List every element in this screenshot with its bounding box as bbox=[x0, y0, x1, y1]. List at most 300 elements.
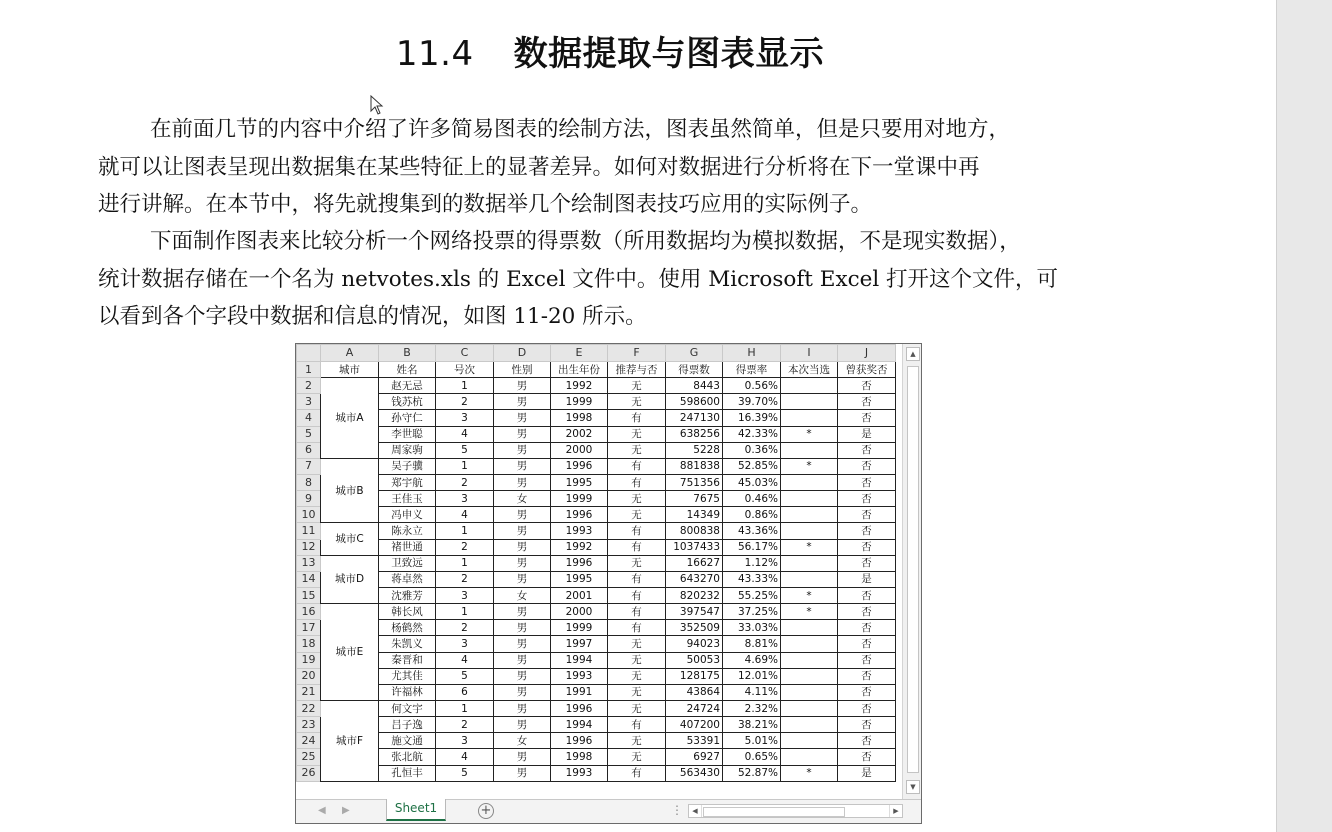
data-cell[interactable] bbox=[781, 652, 838, 668]
data-cell[interactable]: 男 bbox=[494, 507, 551, 523]
data-cell[interactable]: 2 bbox=[436, 620, 494, 636]
data-cell[interactable]: 43864 bbox=[666, 684, 723, 700]
data-cell[interactable]: 39.70% bbox=[723, 394, 781, 410]
data-cell[interactable]: 1995 bbox=[551, 474, 608, 490]
row-header[interactable]: 26 bbox=[297, 765, 321, 781]
table-row bbox=[297, 394, 896, 410]
data-cell[interactable]: 53391 bbox=[666, 733, 723, 749]
data-cell[interactable]: 1998 bbox=[551, 410, 608, 426]
data-cell[interactable]: 否 bbox=[838, 700, 896, 716]
row-header[interactable]: 18 bbox=[297, 636, 321, 652]
data-cell[interactable]: 施文通 bbox=[379, 733, 436, 749]
data-cell[interactable]: 有 bbox=[608, 458, 666, 474]
split-handle-icon[interactable]: ⋮ bbox=[671, 803, 683, 817]
data-cell[interactable]: 否 bbox=[838, 458, 896, 474]
data-cell[interactable]: 16.39% bbox=[723, 410, 781, 426]
data-cell[interactable]: * bbox=[781, 604, 838, 620]
city-cell[interactable]: 城市E bbox=[321, 604, 379, 701]
data-cell[interactable]: 否 bbox=[838, 523, 896, 539]
data-cell[interactable]: 男 bbox=[494, 717, 551, 733]
data-cell[interactable]: 尤其佳 bbox=[379, 668, 436, 684]
data-cell[interactable]: 男 bbox=[494, 394, 551, 410]
data-cell[interactable]: 407200 bbox=[666, 717, 723, 733]
data-cell[interactable]: * bbox=[781, 458, 838, 474]
data-cell[interactable]: 孔恒丰 bbox=[379, 765, 436, 781]
data-cell[interactable]: 无 bbox=[608, 378, 666, 394]
data-cell[interactable]: 韩长风 bbox=[379, 604, 436, 620]
data-cell[interactable]: 52.85% bbox=[723, 458, 781, 474]
data-cell[interactable]: 397547 bbox=[666, 604, 723, 620]
data-cell[interactable]: 1996 bbox=[551, 700, 608, 716]
table-row bbox=[297, 733, 896, 749]
data-cell[interactable]: 6 bbox=[436, 684, 494, 700]
data-cell[interactable]: 2001 bbox=[551, 587, 608, 603]
column-header[interactable]: I bbox=[781, 345, 838, 362]
data-cell[interactable]: 1995 bbox=[551, 571, 608, 587]
horizontal-scrollbar[interactable] bbox=[688, 804, 903, 818]
data-cell[interactable]: 8.81% bbox=[723, 636, 781, 652]
section-title: 数据提取与图表显示 bbox=[513, 34, 825, 74]
data-cell[interactable]: 有 bbox=[608, 587, 666, 603]
data-cell[interactable]: 有 bbox=[608, 604, 666, 620]
data-cell[interactable]: 1999 bbox=[551, 491, 608, 507]
data-cell[interactable] bbox=[781, 620, 838, 636]
row-header[interactable]: 24 bbox=[297, 733, 321, 749]
data-cell[interactable]: 45.03% bbox=[723, 474, 781, 490]
field-header-cell[interactable]: 推荐与否 bbox=[608, 362, 666, 378]
data-cell[interactable]: 33.03% bbox=[723, 620, 781, 636]
data-cell[interactable]: 男 bbox=[494, 426, 551, 442]
data-cell[interactable]: 352509 bbox=[666, 620, 723, 636]
row-header[interactable]: 15 bbox=[297, 587, 321, 603]
data-cell[interactable]: 无 bbox=[608, 555, 666, 571]
scroll-left-icon[interactable]: ◀ bbox=[689, 805, 702, 817]
data-cell[interactable]: * bbox=[781, 426, 838, 442]
data-cell[interactable]: 1993 bbox=[551, 668, 608, 684]
data-cell[interactable]: 有 bbox=[608, 410, 666, 426]
row-header[interactable]: 1 bbox=[297, 362, 321, 378]
data-cell[interactable] bbox=[781, 410, 838, 426]
row-header[interactable]: 10 bbox=[297, 507, 321, 523]
data-cell[interactable]: 2002 bbox=[551, 426, 608, 442]
data-cell[interactable]: 2 bbox=[436, 539, 494, 555]
field-header-cell[interactable]: 得票数 bbox=[666, 362, 723, 378]
row-header[interactable]: 11 bbox=[297, 523, 321, 539]
data-cell[interactable]: 43.33% bbox=[723, 571, 781, 587]
data-cell[interactable]: 是 bbox=[838, 571, 896, 587]
data-cell[interactable]: 男 bbox=[494, 474, 551, 490]
data-cell[interactable]: 否 bbox=[838, 652, 896, 668]
data-cell[interactable]: 男 bbox=[494, 539, 551, 555]
data-cell[interactable]: 褚世通 bbox=[379, 539, 436, 555]
tab-sheet1[interactable]: Sheet1 bbox=[386, 799, 446, 821]
data-cell[interactable]: 4 bbox=[436, 749, 494, 765]
tab-next-icon[interactable]: ▶ bbox=[342, 805, 350, 816]
data-cell[interactable]: 男 bbox=[494, 442, 551, 458]
row-header[interactable]: 17 bbox=[297, 620, 321, 636]
data-cell[interactable]: 男 bbox=[494, 620, 551, 636]
data-cell[interactable]: 冯申义 bbox=[379, 507, 436, 523]
table-row bbox=[297, 765, 896, 781]
data-cell[interactable]: 蒋卓然 bbox=[379, 571, 436, 587]
data-cell[interactable]: 王佳玉 bbox=[379, 491, 436, 507]
row-header[interactable]: 16 bbox=[297, 604, 321, 620]
data-cell[interactable]: 2 bbox=[436, 717, 494, 733]
data-cell[interactable]: 5 bbox=[436, 442, 494, 458]
data-cell[interactable]: 1999 bbox=[551, 620, 608, 636]
data-cell[interactable]: 1 bbox=[436, 555, 494, 571]
row-header[interactable]: 25 bbox=[297, 749, 321, 765]
city-cell[interactable]: 城市B bbox=[321, 458, 379, 523]
data-cell[interactable]: 吴子骥 bbox=[379, 458, 436, 474]
data-cell[interactable]: 94023 bbox=[666, 636, 723, 652]
field-header-cell[interactable]: 曾获奖否 bbox=[838, 362, 896, 378]
data-cell[interactable]: 郑宇航 bbox=[379, 474, 436, 490]
column-header[interactable]: F bbox=[608, 345, 666, 362]
field-header-cell[interactable]: 得票率 bbox=[723, 362, 781, 378]
data-cell[interactable]: 男 bbox=[494, 555, 551, 571]
data-cell[interactable]: * bbox=[781, 765, 838, 781]
column-header[interactable]: G bbox=[666, 345, 723, 362]
add-sheet-button[interactable]: + bbox=[478, 803, 494, 819]
row-header[interactable]: 19 bbox=[297, 652, 321, 668]
data-cell[interactable]: 否 bbox=[838, 587, 896, 603]
data-cell[interactable]: 周家驹 bbox=[379, 442, 436, 458]
data-cell[interactable]: 2000 bbox=[551, 442, 608, 458]
data-cell[interactable]: 否 bbox=[838, 684, 896, 700]
row-header[interactable]: 13 bbox=[297, 555, 321, 571]
data-cell[interactable]: 37.25% bbox=[723, 604, 781, 620]
data-cell[interactable]: 0.65% bbox=[723, 749, 781, 765]
field-header-cell[interactable]: 出生年份 bbox=[551, 362, 608, 378]
data-cell[interactable]: 男 bbox=[494, 765, 551, 781]
data-cell[interactable] bbox=[781, 571, 838, 587]
data-cell[interactable]: 无 bbox=[608, 491, 666, 507]
data-cell[interactable]: 孙守仁 bbox=[379, 410, 436, 426]
data-cell[interactable]: 男 bbox=[494, 668, 551, 684]
column-header[interactable]: A bbox=[321, 345, 379, 362]
data-cell[interactable] bbox=[781, 394, 838, 410]
tab-prev-icon[interactable]: ◀ bbox=[318, 805, 326, 816]
data-cell[interactable]: 男 bbox=[494, 684, 551, 700]
row-header[interactable]: 20 bbox=[297, 668, 321, 684]
data-cell[interactable]: 1998 bbox=[551, 749, 608, 765]
data-cell[interactable]: 2000 bbox=[551, 604, 608, 620]
data-cell[interactable]: 男 bbox=[494, 523, 551, 539]
data-cell[interactable]: 否 bbox=[838, 442, 896, 458]
data-cell[interactable]: 卫致远 bbox=[379, 555, 436, 571]
data-cell[interactable]: 1997 bbox=[551, 636, 608, 652]
data-cell[interactable]: 1991 bbox=[551, 684, 608, 700]
data-cell[interactable]: * bbox=[781, 539, 838, 555]
row-header[interactable]: 21 bbox=[297, 684, 321, 700]
row-header[interactable]: 5 bbox=[297, 426, 321, 442]
data-cell[interactable]: 否 bbox=[838, 378, 896, 394]
data-cell[interactable]: 否 bbox=[838, 749, 896, 765]
data-cell[interactable] bbox=[781, 555, 838, 571]
city-cell[interactable]: 城市A bbox=[321, 378, 379, 459]
data-cell[interactable] bbox=[781, 684, 838, 700]
data-cell[interactable]: 否 bbox=[838, 733, 896, 749]
data-cell[interactable]: 56.17% bbox=[723, 539, 781, 555]
column-header[interactable]: H bbox=[723, 345, 781, 362]
data-cell[interactable]: 男 bbox=[494, 749, 551, 765]
data-cell[interactable]: 1.12% bbox=[723, 555, 781, 571]
data-cell[interactable]: 是 bbox=[838, 426, 896, 442]
data-cell[interactable]: 男 bbox=[494, 458, 551, 474]
row-header[interactable]: 9 bbox=[297, 491, 321, 507]
table-row bbox=[297, 652, 896, 668]
data-cell[interactable]: 无 bbox=[608, 668, 666, 684]
data-cell[interactable] bbox=[781, 491, 838, 507]
data-cell[interactable]: 有 bbox=[608, 620, 666, 636]
vertical-scroll-thumb[interactable] bbox=[907, 366, 919, 773]
data-cell[interactable] bbox=[781, 523, 838, 539]
data-cell[interactable]: * bbox=[781, 587, 838, 603]
data-cell[interactable]: 杨鹤然 bbox=[379, 620, 436, 636]
data-cell[interactable]: 1996 bbox=[551, 733, 608, 749]
data-cell[interactable]: 赵无忌 bbox=[379, 378, 436, 394]
data-cell[interactable]: 无 bbox=[608, 426, 666, 442]
row-header[interactable]: 4 bbox=[297, 410, 321, 426]
data-cell[interactable]: 2 bbox=[436, 571, 494, 587]
vertical-scrollbar[interactable] bbox=[902, 344, 921, 799]
data-cell[interactable]: 男 bbox=[494, 410, 551, 426]
data-cell[interactable]: 张北航 bbox=[379, 749, 436, 765]
data-cell[interactable]: 5228 bbox=[666, 442, 723, 458]
data-cell[interactable] bbox=[781, 636, 838, 652]
data-cell[interactable]: 0.36% bbox=[723, 442, 781, 458]
field-header-cell[interactable]: 城市 bbox=[321, 362, 379, 378]
data-cell[interactable]: 16627 bbox=[666, 555, 723, 571]
data-cell[interactable]: 3 bbox=[436, 733, 494, 749]
data-cell[interactable]: 否 bbox=[838, 668, 896, 684]
data-cell[interactable] bbox=[781, 668, 838, 684]
data-cell[interactable]: 否 bbox=[838, 604, 896, 620]
data-cell[interactable]: 1992 bbox=[551, 378, 608, 394]
data-cell[interactable]: 1037433 bbox=[666, 539, 723, 555]
data-cell[interactable] bbox=[781, 733, 838, 749]
data-cell[interactable]: 否 bbox=[838, 491, 896, 507]
data-cell[interactable] bbox=[781, 378, 838, 394]
data-cell[interactable]: 50053 bbox=[666, 652, 723, 668]
excel-figure bbox=[295, 343, 922, 824]
data-cell[interactable]: 无 bbox=[608, 652, 666, 668]
data-cell[interactable]: 否 bbox=[838, 717, 896, 733]
data-cell[interactable]: 1 bbox=[436, 700, 494, 716]
data-cell[interactable]: 秦晋和 bbox=[379, 652, 436, 668]
table-row bbox=[297, 749, 896, 765]
data-cell[interactable]: 无 bbox=[608, 733, 666, 749]
column-header[interactable]: E bbox=[551, 345, 608, 362]
data-cell[interactable]: 1 bbox=[436, 458, 494, 474]
data-cell[interactable]: 有 bbox=[608, 765, 666, 781]
data-cell[interactable]: 否 bbox=[838, 555, 896, 571]
data-cell[interactable]: 0.86% bbox=[723, 507, 781, 523]
data-cell[interactable]: 24724 bbox=[666, 700, 723, 716]
data-cell[interactable]: 男 bbox=[494, 571, 551, 587]
data-cell[interactable]: 是 bbox=[838, 765, 896, 781]
row-header[interactable]: 2 bbox=[297, 378, 321, 394]
data-cell[interactable]: 无 bbox=[608, 394, 666, 410]
data-cell[interactable]: 否 bbox=[838, 394, 896, 410]
data-cell[interactable]: 朱凯义 bbox=[379, 636, 436, 652]
scroll-down-icon[interactable]: ▼ bbox=[906, 780, 920, 794]
data-cell[interactable]: 男 bbox=[494, 636, 551, 652]
data-cell[interactable]: 38.21% bbox=[723, 717, 781, 733]
data-cell[interactable]: 1996 bbox=[551, 507, 608, 523]
data-cell[interactable] bbox=[781, 474, 838, 490]
row-header[interactable]: 3 bbox=[297, 394, 321, 410]
data-cell[interactable]: 无 bbox=[608, 749, 666, 765]
data-cell[interactable]: 5 bbox=[436, 668, 494, 684]
data-cell[interactable]: 吕子逸 bbox=[379, 717, 436, 733]
data-cell[interactable]: 643270 bbox=[666, 571, 723, 587]
field-header-cell[interactable]: 姓名 bbox=[379, 362, 436, 378]
data-cell[interactable]: 女 bbox=[494, 733, 551, 749]
row-header[interactable]: 22 bbox=[297, 700, 321, 716]
data-cell[interactable]: 4 bbox=[436, 507, 494, 523]
data-cell[interactable]: 1993 bbox=[551, 765, 608, 781]
table-row bbox=[297, 442, 896, 458]
data-cell[interactable]: 1996 bbox=[551, 555, 608, 571]
data-cell[interactable]: 男 bbox=[494, 604, 551, 620]
data-cell[interactable]: 563430 bbox=[666, 765, 723, 781]
data-cell[interactable]: 43.36% bbox=[723, 523, 781, 539]
data-cell[interactable]: 男 bbox=[494, 652, 551, 668]
data-cell[interactable]: 否 bbox=[838, 539, 896, 555]
data-cell[interactable]: 881838 bbox=[666, 458, 723, 474]
data-cell[interactable]: 0.56% bbox=[723, 378, 781, 394]
data-cell[interactable]: 7675 bbox=[666, 491, 723, 507]
column-header[interactable]: J bbox=[838, 345, 896, 362]
data-cell[interactable]: 8443 bbox=[666, 378, 723, 394]
select-all-corner[interactable] bbox=[297, 345, 321, 362]
data-cell[interactable]: 820232 bbox=[666, 587, 723, 603]
data-cell[interactable]: 2 bbox=[436, 394, 494, 410]
data-cell[interactable] bbox=[781, 700, 838, 716]
data-cell[interactable] bbox=[781, 507, 838, 523]
column-header[interactable]: D bbox=[494, 345, 551, 362]
data-cell[interactable]: 无 bbox=[608, 700, 666, 716]
data-cell[interactable]: 1 bbox=[436, 378, 494, 394]
data-cell[interactable]: 751356 bbox=[666, 474, 723, 490]
data-cell[interactable]: 有 bbox=[608, 717, 666, 733]
data-cell[interactable]: 4.69% bbox=[723, 652, 781, 668]
data-cell[interactable]: 1996 bbox=[551, 458, 608, 474]
data-cell[interactable]: 1 bbox=[436, 523, 494, 539]
row-header[interactable]: 14 bbox=[297, 571, 321, 587]
data-cell[interactable]: 2 bbox=[436, 474, 494, 490]
scroll-right-icon[interactable]: ▶ bbox=[889, 805, 902, 817]
data-cell[interactable]: 5 bbox=[436, 765, 494, 781]
data-cell[interactable]: 247130 bbox=[666, 410, 723, 426]
data-cell[interactable]: 有 bbox=[608, 474, 666, 490]
row-header[interactable]: 7 bbox=[297, 458, 321, 474]
data-cell[interactable] bbox=[781, 717, 838, 733]
row-header[interactable]: 8 bbox=[297, 474, 321, 490]
data-cell[interactable]: 1994 bbox=[551, 652, 608, 668]
data-cell[interactable]: 陈永立 bbox=[379, 523, 436, 539]
data-cell[interactable]: 无 bbox=[608, 636, 666, 652]
data-cell[interactable]: 3 bbox=[436, 636, 494, 652]
field-header-cell[interactable]: 号次 bbox=[436, 362, 494, 378]
data-cell[interactable]: 李世聪 bbox=[379, 426, 436, 442]
data-cell[interactable]: 钱苏杭 bbox=[379, 394, 436, 410]
data-cell[interactable]: 128175 bbox=[666, 668, 723, 684]
data-cell[interactable]: 4 bbox=[436, 652, 494, 668]
data-cell[interactable]: 何文宇 bbox=[379, 700, 436, 716]
city-cell[interactable]: 城市C bbox=[321, 523, 379, 555]
data-cell[interactable]: 4 bbox=[436, 426, 494, 442]
data-cell[interactable]: 598600 bbox=[666, 394, 723, 410]
data-cell[interactable]: 无 bbox=[608, 507, 666, 523]
data-cell[interactable]: 女 bbox=[494, 491, 551, 507]
data-cell[interactable]: 有 bbox=[608, 523, 666, 539]
data-cell[interactable] bbox=[781, 749, 838, 765]
data-cell[interactable]: 有 bbox=[608, 539, 666, 555]
data-cell[interactable]: 14349 bbox=[666, 507, 723, 523]
data-cell[interactable]: 638256 bbox=[666, 426, 723, 442]
horizontal-scroll-thumb[interactable] bbox=[703, 807, 845, 817]
data-cell[interactable]: 无 bbox=[608, 684, 666, 700]
data-cell[interactable]: 1994 bbox=[551, 717, 608, 733]
row-header[interactable]: 23 bbox=[297, 717, 321, 733]
data-cell[interactable]: 3 bbox=[436, 410, 494, 426]
data-cell[interactable]: 2.32% bbox=[723, 700, 781, 716]
field-header-cell[interactable]: 本次当选 bbox=[781, 362, 838, 378]
window-scrollbar[interactable] bbox=[1276, 0, 1332, 832]
data-cell[interactable]: 6927 bbox=[666, 749, 723, 765]
data-cell[interactable]: 女 bbox=[494, 587, 551, 603]
data-cell[interactable]: 5.01% bbox=[723, 733, 781, 749]
data-cell[interactable]: 3 bbox=[436, 491, 494, 507]
column-header[interactable]: B bbox=[379, 345, 436, 362]
scroll-up-icon[interactable]: ▲ bbox=[906, 347, 920, 361]
data-cell[interactable]: 0.46% bbox=[723, 491, 781, 507]
data-cell[interactable]: 男 bbox=[494, 700, 551, 716]
data-cell[interactable]: 否 bbox=[838, 474, 896, 490]
column-header[interactable]: C bbox=[436, 345, 494, 362]
data-cell[interactable]: 沈雅芳 bbox=[379, 587, 436, 603]
data-cell[interactable]: 1993 bbox=[551, 523, 608, 539]
data-cell[interactable]: 1992 bbox=[551, 539, 608, 555]
data-cell[interactable]: 否 bbox=[838, 620, 896, 636]
data-cell[interactable]: 3 bbox=[436, 587, 494, 603]
data-cell[interactable]: 否 bbox=[838, 636, 896, 652]
data-cell[interactable]: 55.25% bbox=[723, 587, 781, 603]
data-cell[interactable]: 男 bbox=[494, 378, 551, 394]
data-cell[interactable]: 许福林 bbox=[379, 684, 436, 700]
data-cell[interactable]: 4.11% bbox=[723, 684, 781, 700]
data-cell[interactable]: 12.01% bbox=[723, 668, 781, 684]
data-cell[interactable]: 无 bbox=[608, 442, 666, 458]
data-cell[interactable] bbox=[781, 442, 838, 458]
data-cell[interactable]: 1 bbox=[436, 604, 494, 620]
row-header[interactable]: 6 bbox=[297, 442, 321, 458]
data-cell[interactable]: 有 bbox=[608, 571, 666, 587]
data-cell[interactable]: 42.33% bbox=[723, 426, 781, 442]
data-cell[interactable]: 1999 bbox=[551, 394, 608, 410]
data-cell[interactable]: 否 bbox=[838, 507, 896, 523]
city-cell[interactable]: 城市F bbox=[321, 700, 379, 781]
field-header-cell[interactable]: 性别 bbox=[494, 362, 551, 378]
data-cell[interactable]: 否 bbox=[838, 410, 896, 426]
data-cell[interactable]: 800838 bbox=[666, 523, 723, 539]
city-cell[interactable]: 城市D bbox=[321, 555, 379, 603]
data-cell[interactable]: 52.87% bbox=[723, 765, 781, 781]
row-header[interactable]: 12 bbox=[297, 539, 321, 555]
